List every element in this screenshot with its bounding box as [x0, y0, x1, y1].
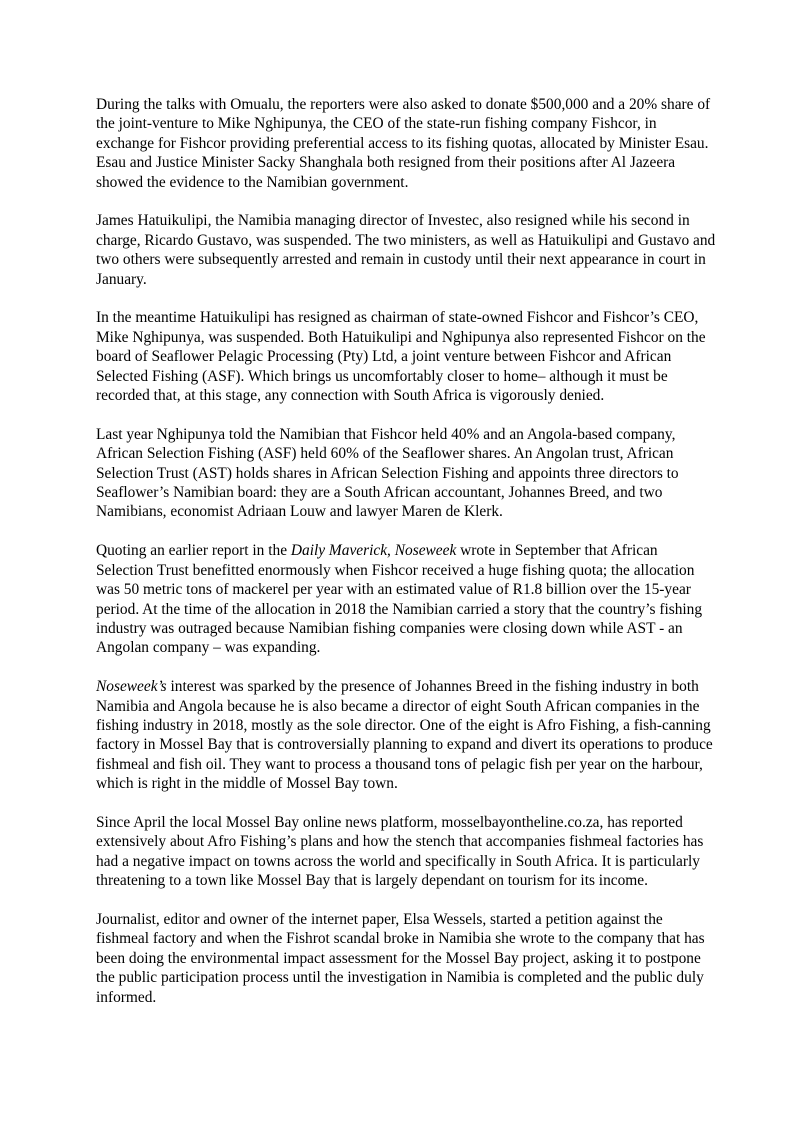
document-page: [96, 95, 716, 1026]
paragraph-petition: Journalist, editor and owner of the internet paper, Elsa Wessels, started a petition against the fishmeal factory and when the Fishrot scandal broke in Namibia she wrote to the company that has been doing the environmental impact assessment for the Mossel Bay project, asking it to postpone the public participation process until the investigation in Namibia is completed and the public duly informed.: [96, 910, 705, 1006]
publication-name: Noseweek’s: [96, 678, 167, 696]
paragraph-seaflower-board: In the meantime Hatuikulipi has resigned as chairman of state-owned Fishcor and Fishcor’s CEO, Mike Nghipunya, was suspended. Both Hatuikulipi and Nghipunya also represented Fishcor on the board of Seaflower Pelagic Processing (Pty) Ltd, a joint venture between Fishcor and African Selected Fishing (ASF). Which brings us uncomfortably closer to home– although it must be recorded that, at this stage, any connection with South Africa is vigorously denied.: [96, 309, 706, 405]
paragraph-investec-resignation: James Hatuikulipi, the Namibia managing director of Investec, also resigned while his second in charge, Ricardo Gustavo, was suspended. The two ministers, as well as Hatuikulipi and Gustavo and two others were subsequently arrested and remain in custody until their next appearance in court in January.: [96, 212, 716, 288]
paragraph-afro-fishing: [96, 677, 716, 793]
publication-name: Daily Maverick: [290, 542, 388, 560]
paragraph-fishcor-bribe: During the talks with Omualu, the reporters were also asked to donate $500,000 and a 20% share of the joint-venture to Mike Nghipunya, the CEO of the state-run fishing company Fishcor, in exchange for Fishcor providing preferential access to its fishing quotas, allocated by Minister Esau. Esau and Justice Minister Sacky Shanghala both resigned from their positions after Al Jazeera showed the evidence to the Namibian government.: [96, 96, 711, 191]
paragraph-mossel-bay-news: Since April the local Mossel Bay online news platform, mosselbayontheline.co.za, has reported extensively about Afro Fishing’s plans and how the stench that accompanies fishmeal factories has had a negative impact on towns across the world and specifically in South Africa. It is particularly threatening to a town like Mossel Bay that is largely dependant on tourism for its income.: [96, 813, 704, 890]
publication-name: Noseweek: [394, 542, 457, 560]
paragraph-shareholding: Last year Nghipunya told the Namibian that Fishcor held 40% and an Angola-based company, African Selection Fishing (ASF) held 60% of the Seaflower shares. An Angolan trust, African Selection Trust (AST) holds shares in African Selection Fishing and appoints three directors to Seaflower’s Namibian board: they are a South African accountant, Johannes Breed, and two Namibians, economist Adriaan Louw and lawyer Maren de Klerk.: [96, 425, 679, 521]
paragraph-text: wrote in September that African Selection Trust benefitted enormously when Fishcor received a huge fishing quota; the allocation was 50 metric tons of mackerel per year with an estimated value of R1.8 billion over the 15-year period. At the time of the allocation in 2018 the Namibian carried a story that the country’s fishing industry was outraged because Namibian fishing companies were closing down while AST - an Angolan company – was expanding.: [96, 542, 703, 657]
paragraph-text: ,: [387, 542, 395, 560]
paragraph-text: Quoting an earlier report in the: [96, 542, 291, 560]
paragraph-quota-allocation: [96, 541, 716, 657]
paragraph-text: interest was sparked by the presence of Johannes Breed in the fishing industry in both Namibia and Angola because he is also became a director of eight South African companies in the fishing industry in 2018, mostly as the sole director. One of the eight is Afro Fishing, a fish-canning factory in Mossel Bay that is controversially planning to expand and divert its operations to produce fishmeal and fish oil. They want to process a thousand tons of pelagic fish per year on the harbour, which is right in the middle of Mossel Bay town.: [96, 678, 713, 793]
